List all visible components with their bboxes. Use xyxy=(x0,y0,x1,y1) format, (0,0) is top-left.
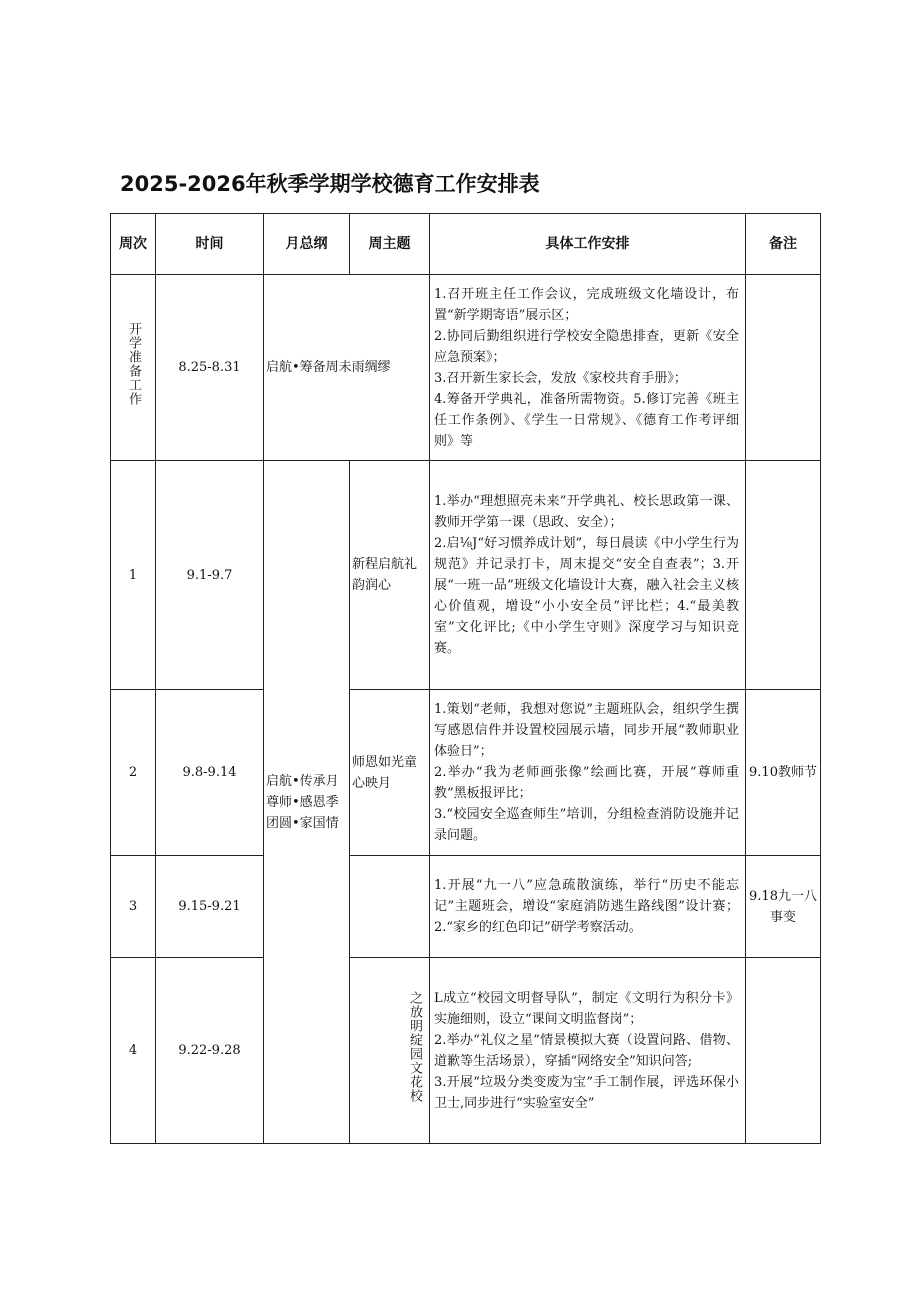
work-cell: L成立“校园文明督导队”，制定《文明行为积分卡》实施细则，设立“课间文明监督岗”； 2.举办“礼仪之星”情景模拟大赛（设置问路、借物、道歉等生活场景），穿插“网络安全”知识问答; 3.开展“垃圾分类变废为宝”手工制作展，评选环保小卫士,同步进行“实验室安全” xyxy=(430,958,746,1144)
theme-cell: 启航•筹备周未雨绸缪 xyxy=(264,275,430,461)
table-row xyxy=(111,856,821,958)
remark-cell xyxy=(746,461,821,690)
header-row xyxy=(111,214,821,275)
table-row xyxy=(111,275,821,461)
remark-cell xyxy=(746,958,821,1144)
week-cell: 3 xyxy=(111,856,156,958)
time-cell: 9.15-9.21 xyxy=(156,856,264,958)
time-cell: 8.25-8.31 xyxy=(156,275,264,461)
remark-cell xyxy=(746,275,821,461)
work-cell: 1.举办“理想照亮未来”开学典礼、校长思政第一课、教师开学第一课（思政、安全）； 2.启⅛J“好习惯养成计划”，每日晨读《中小学生行为规范》并记录打卡，周末提交“安全自查表”；3.开展“一班一品”班级文化墙设计大赛，融入社会主义核心价值观，增设“小小安全员”评比栏；4.“最美教室”文化评比;《中小学生守则》深度学习与知识竞赛。 xyxy=(430,461,746,690)
header-month-outline: 月总纲 xyxy=(264,214,350,275)
header-week-theme: 周主题 xyxy=(350,214,430,275)
time-cell: 9.22-9.28 xyxy=(156,958,264,1144)
week-theme-cell: 新程启航礼韵润心 xyxy=(350,461,430,690)
work-cell: 1.策划“老师，我想对您说”主题班队会，组织学生撰写感恩信件并设置校园展示墙，同步开展“教师职业体验日”； 2.举办“我为老师画张像”绘画比赛，开展“尊师重教”黑板报评比； 3.“校园安全巡查师生”培训，分组检查消防设施并记录问题。 xyxy=(430,690,746,856)
header-week: 周次 xyxy=(111,214,156,275)
week-theme-cell xyxy=(350,856,430,958)
week-cell: 4 xyxy=(111,958,156,1144)
week-cell: 1 xyxy=(111,461,156,690)
time-cell: 9.1-9.7 xyxy=(156,461,264,690)
remark-cell: 9.18九一八事变 xyxy=(746,856,821,958)
schedule-table xyxy=(110,213,821,1144)
header-time: 时间 xyxy=(156,214,264,275)
week-theme-cell: 师恩如光童心映月 xyxy=(350,690,430,856)
page-title: 2025-2026年秋季学期学校德育工作安排表 xyxy=(120,172,540,196)
month-outline-cell: 启航•传承月 尊师•感恩季 团圆•家国情 xyxy=(264,461,350,1144)
header-remark: 备注 xyxy=(746,214,821,275)
work-cell: 1.召开班主任工作会议，完成班级文化墙设计，布置“新学期寄语”展示区； 2.协同后勤组织进行学校安全隐患排查，更新《安全应急预案》； 3.召开新生家长会，发放《家校共育手册》； 4.筹备开学典礼，准备所需物资。5.修订完善《班主任工作条例》、《学生一日常规》、《德育工作考评细则》等 xyxy=(430,275,746,461)
time-cell: 9.8-9.14 xyxy=(156,690,264,856)
table-row xyxy=(111,958,821,1144)
table-row xyxy=(111,690,821,856)
week-cell: 2 xyxy=(111,690,156,856)
remark-cell: 9.10教师节 xyxy=(746,690,821,856)
week-cell: 开学准备工作 xyxy=(111,275,156,461)
header-work: 具体工作安排 xyxy=(430,214,746,275)
work-cell: 1.开展“九一八”应急疏散演练，举行“历史不能忘记”主题班会，增设“家庭消防逃生路线图”设计赛；2.“家乡的红色印记”研学考察活动。 xyxy=(430,856,746,958)
table-row xyxy=(111,461,821,690)
week-theme-cell: 之放明绽园文花校 xyxy=(350,958,430,1144)
